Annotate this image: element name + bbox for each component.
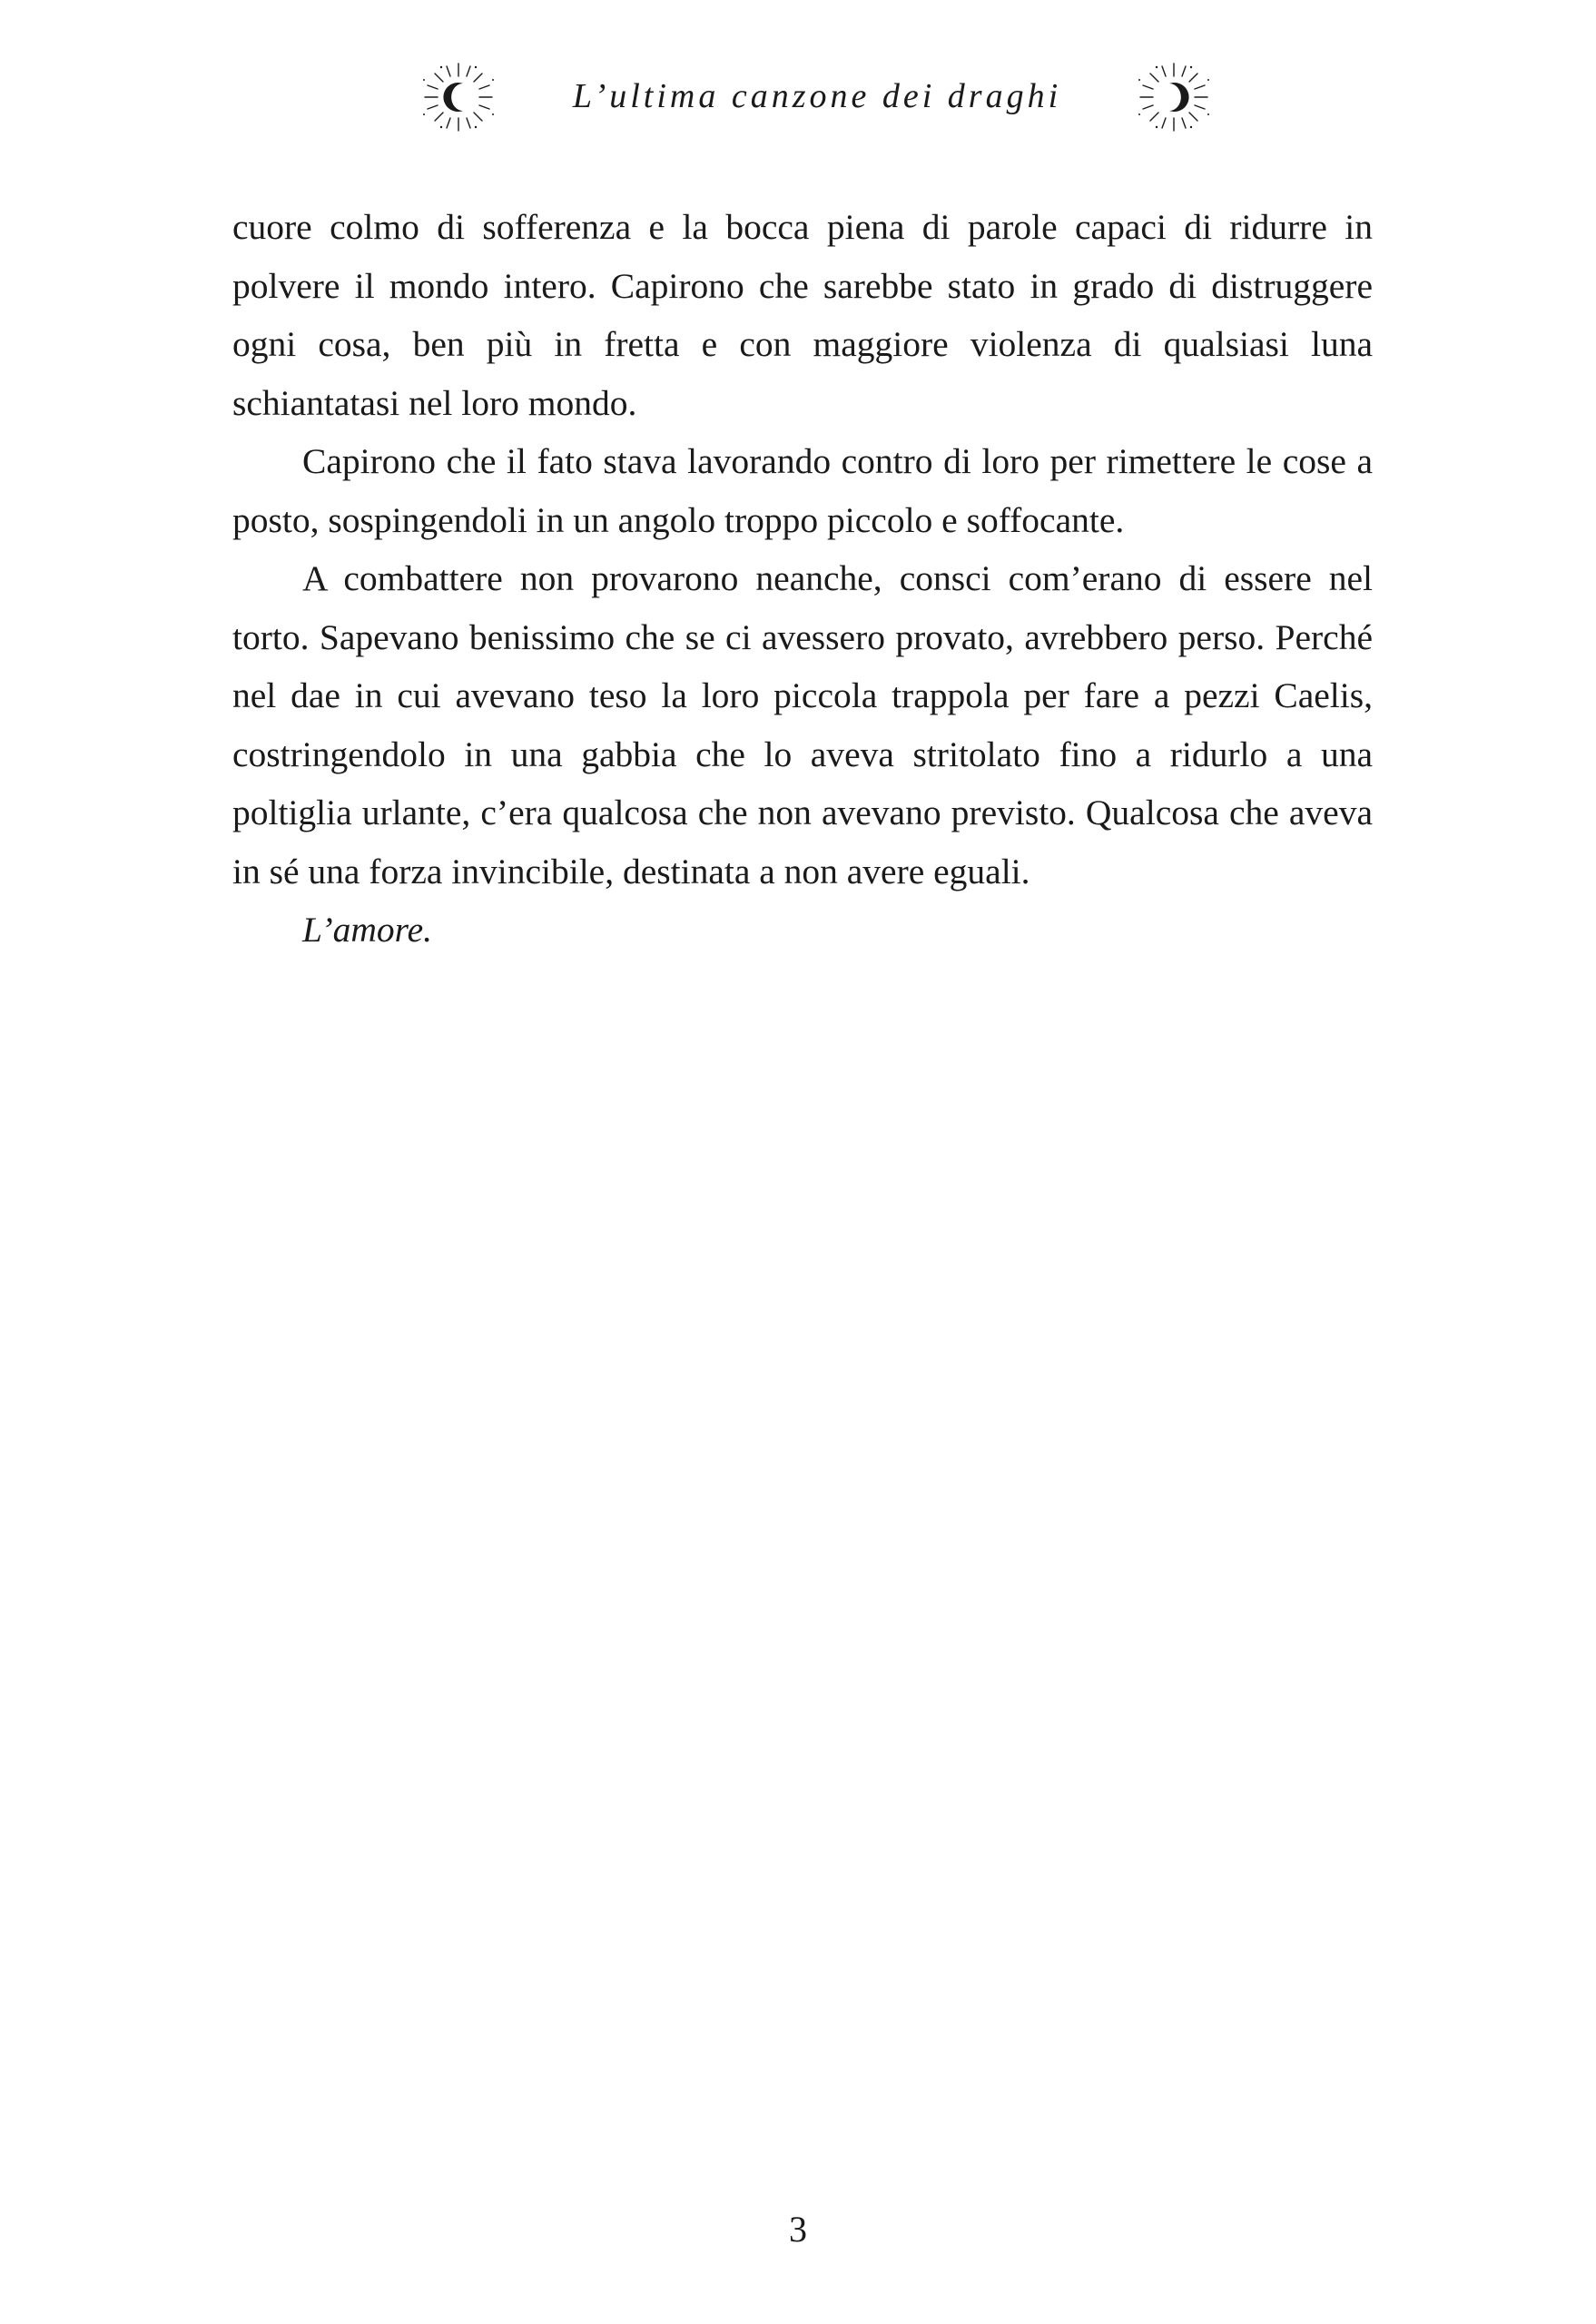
running-header <box>0 56 1596 138</box>
sunburst-crescent-moon-icon <box>413 56 504 138</box>
text-body <box>232 198 1373 960</box>
closing-italic-paragraph: L’amore. <box>302 910 432 950</box>
page-number: 3 <box>789 2209 807 2250</box>
paragraph: cuore colmo di sofferenza e la bocca piena di parole capaci di ridurre in polvere il mondo intero. Capirono che sarebbe stato in grado di distruggere ogni cosa, ben più in fretta e con maggiore violenza di qualsiasi luna schiantatasi nel loro mondo. <box>232 207 1373 423</box>
sunburst-crescent-moon-icon <box>1128 56 1219 138</box>
paragraph: A combattere non provarono neanche, consci com’erano di essere nel torto. Sapevano benissimo che se ci avessero provato, avrebbero perso. Perché nel dae in cui avevano teso la loro piccola trappola per fare a pezzi Caelis, costringendolo in una gabbia che lo aveva stritolato fino a ridurlo a una poltiglia urlante, c’era qualcosa che non avevano previsto. Qualcosa che aveva in sé una forza invincibile, destinata a non avere eguali. <box>232 558 1373 891</box>
running-header-title: L’ultima canzone dei draghi <box>572 77 1062 115</box>
paragraph: Capirono che il fato stava lavorando contro di loro per rimettere le cose a posto, sospingendoli in un angolo troppo piccolo e soffocante. <box>232 441 1373 540</box>
